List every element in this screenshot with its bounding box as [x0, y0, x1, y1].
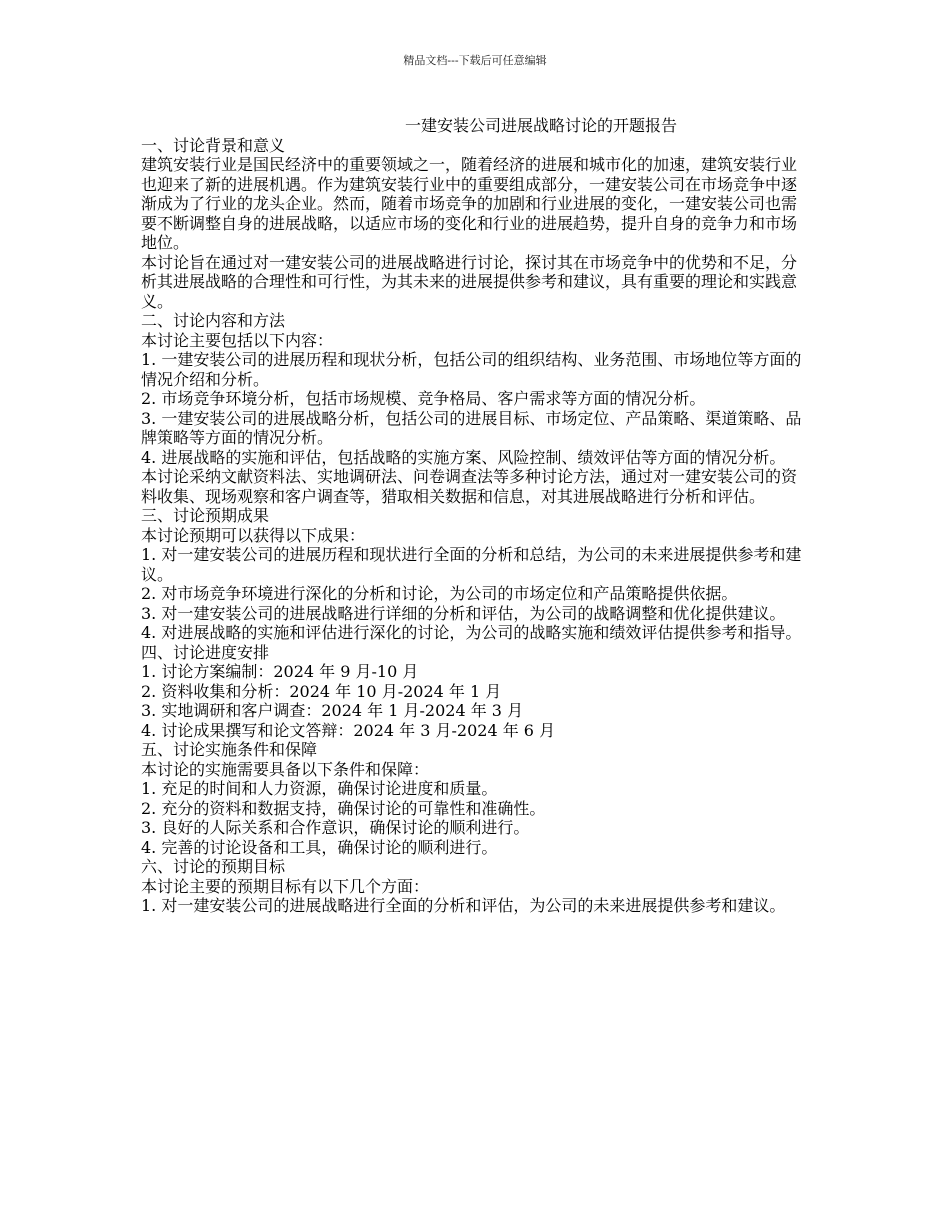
list-item: 2. 充分的资料和数据支持，确保讨论的可靠性和准确性。: [141, 798, 546, 818]
list-item: 3. 实地调研和客户调查：2024 年 1 月-2024 年 3 月: [141, 701, 524, 720]
list-item: 3. 对一建安装公司的进展战略进行详细的分析和评估，为公司的战略调整和优化提供建议。: [141, 603, 786, 623]
list-item: 2. 对市场竞争环境进行深化的分析和讨论，为公司的市场定位和产品策略提供依据。: [141, 584, 738, 603]
section-heading: 六、讨论的预期目标: [141, 857, 286, 876]
section-heading: 二、讨论内容和方法: [141, 311, 286, 330]
list-item: 3. 一建安装公司的进展战略分析，包括公司的进展目标、市场定位、产品策略、渠道策略、品牌策略等方面的情况分析。: [141, 408, 802, 447]
list-item: 1. 充足的时间和人力资源，确保讨论进度和质量。: [141, 779, 498, 798]
list-item: 1. 对一建安装公司的进展历程和现状进行全面的分析和总结，为公司的未来进展提供参考和建议。: [141, 545, 802, 584]
list-item: 2. 市场竞争环境分析，包括市场规模、竞争格局、客户需求等方面的情况分析。: [141, 389, 706, 408]
list-item: 3. 良好的人际关系和合作意识，确保讨论的顺利进行。: [141, 818, 530, 837]
paragraph: 本讨论预期可以获得以下成果：: [141, 525, 366, 545]
list-item: 4. 讨论成果撰写和论文答辩：2024 年 3 月-2024 年 6 月: [141, 720, 556, 740]
section-heading: 五、讨论实施条件和保障: [141, 740, 318, 759]
list-item: 4. 完善的讨论设备和工具，确保讨论的顺利进行。: [141, 837, 498, 857]
list-item: 1. 对一建安装公司的进展战略进行全面的分析和评估，为公司的未来进展提供参考和建议。: [141, 896, 786, 915]
section-heading: 四、讨论进度安排: [141, 642, 270, 662]
document-title: 一建安装公司进展战略讨论的开题报告: [404, 116, 677, 135]
paragraph: 本讨论旨在通过对一建安装公司的进展战略进行讨论，探讨其在市场竞争中的优势和不足，分析其进展战略的合理性和可行性，为其未来的进展提供参考和建议，具有重要的理论和实践意义。: [141, 252, 798, 311]
document-body: [141, 116, 811, 916]
paragraph: 本讨论的实施需要具备以下条件和保障：: [141, 759, 430, 779]
paragraph: 本讨论主要的预期目标有以下几个方面：: [141, 876, 430, 896]
list-item: 1. 一建安装公司的进展历程和现状分析，包括公司的组织结构、业务范围、市场地位等方面的情况介绍和分析。: [141, 350, 802, 389]
list-item: 4. 进展战略的实施和评估，包括战略的实施方案、风险控制、绩效评估等方面的情况分析。: [141, 447, 786, 467]
list-item: 1. 讨论方案编制：2024 年 9 月-10 月: [141, 662, 419, 681]
paragraph: 本讨论采纳文献资料法、实地调研法、问卷调查法等多种讨论方法，通过对一建安装公司的资料收集、现场观察和客户调查等，猎取相关数据和信息，对其进展战略进行分析和评估。: [141, 467, 798, 506]
list-item: 4. 对进展战略的实施和评估进行深化的讨论，为公司的战略实施和绩效评估提供参考和指导。: [141, 623, 802, 642]
list-item: 2. 资料收集和分析：2024 年 10 月-2024 年 1 月: [141, 681, 502, 701]
paragraph: 本讨论主要包括以下内容：: [141, 330, 334, 350]
section-heading: 三、讨论预期成果: [141, 506, 270, 525]
section-heading: 一、讨论背景和意义: [141, 135, 286, 155]
paragraph: 建筑安装行业是国民经济中的重要领域之一，随着经济的进展和城市化的加速，建筑安装行业也迎来了新的进展机遇。作为建筑安装行业中的重要组成部分，一建安装公司在市场竞争中逐渐成为了行业的龙头企业。然而，随着市场竞争的加剧和行业进展的变化，一建安装公司也需要不断调整自身的进展战略，以适应市场的变化和行业的进展趋势，提升自身的竞争力和市场地位。: [141, 155, 798, 252]
header-note: 精品文档---下载后可任意编辑: [403, 54, 547, 67]
